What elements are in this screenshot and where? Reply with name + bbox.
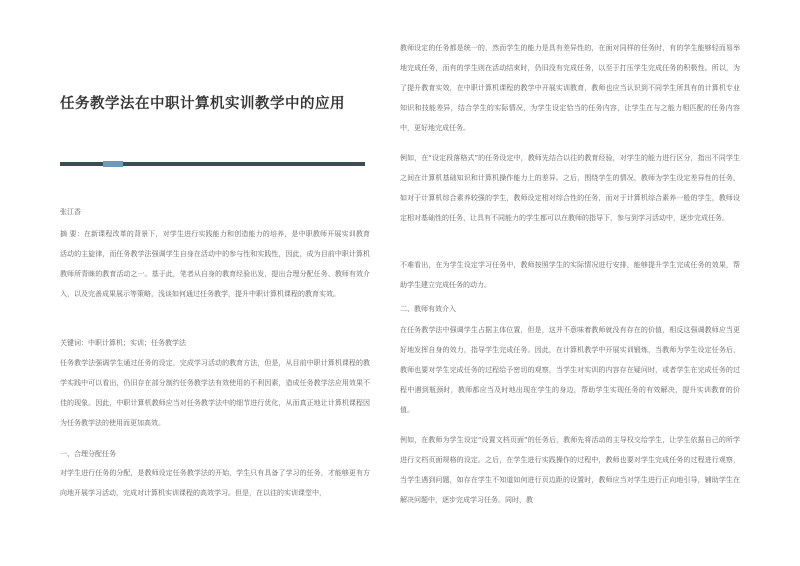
section-heading-2: 二、教师有效介入	[400, 305, 456, 313]
right-paragraph-3-text: 不难看出，在为学生设定学习任务中，教师按照学生的实际情况进行安排，能够提升学生完成任务的效果，帮助学生建立完成任务的动力。	[400, 261, 740, 289]
section-heading-1: 一、合理分配任务	[60, 450, 116, 458]
right-paragraph-4	[400, 320, 740, 420]
right-paragraph-4-text: 在任务教学法中强调学生占据主体位置，但是，这并不意味着教师就没有存在的价值，相反这强调教师应当更好地发挥自身的效力，指导学生完成任务。因此，在计算机教学中开展实训锻炼，当教师为学生设定任务后，教师也要对学生完成任务的过程给予密切的观察，当学生对实训的内容存在疑问时，或者学生在完成任务的过程中遇到瓶颈时，教师都应当及时地出现在学生的身边，帮助学生实现任务的有效解决，提升实训教育的价值。	[400, 326, 740, 414]
right-paragraph-5	[400, 430, 740, 510]
section-1-text: 对学生进行任务的分配，是教师设定任务教学法的开始，学生只有具备了学习的任务，才能够更有方向地开展学习活动，完成对计算机实训课程的高效学习。但是，在以往的实训课堂中，	[60, 469, 370, 497]
abstract	[60, 224, 370, 304]
title-divider	[60, 162, 365, 166]
right-paragraph-2	[400, 148, 740, 228]
intro-text: 任务教学法强调学生通过任务的设定，完成学习活动的教育方法，但是，从目前中职计算机课程的教学实践中可以看出，仍旧存在部分制约任务教学法有效使用的不利因素，造成任务教学法应用效果不佳的现象。因此，中职计算机教师应当对任务教学法中的细节进行优化，从而真正地让计算机课程因为任务教学法的使用而更加高效。	[60, 359, 370, 427]
paper-title: 任务教学法在中职计算机实训教学中的应用	[60, 96, 345, 112]
right-paragraph-1-text: 教师设定的任务都是统一的，然而学生的能力是具有差异性的，在面对同样的任务时，有的学生能够轻而易举地完成任务，而有的学生则在活动结束时，仍旧没有完成任务，以至于打压学生完成任务的积极性。所以，为了提升教育实效，在中职计算机课程的教学中开展实训教育，教师也应当认识到不同学生所具有的计算机专业知识和技能差异，结合学生的实际情况，为学生设定恰当的任务内容，让学生在与之能力相匹配的任务内容中，更好地完成任务。	[400, 44, 740, 132]
right-paragraph-5-text: 例如，在教师为学生设定“设置文档页面”的任务后，教师先将活动的主导权交给学生，让学生依据自己的所学进行文档页面规格的设定。之后，在学生进行实践操作的过程中，教师也要对学生完成任务的过程进行观察，当学生遇到问题，如存在学生不知道如何进行页边距的设置时，教师应当对学生进行正向地引导，辅助学生在解决问题中，逐步完成学习任务。同时，教	[400, 436, 740, 504]
section-1-paragraph	[60, 463, 370, 503]
abstract-text: 摘 要：在新课程改革的背景下，对学生进行实践能力和创造能力的培养，是中职教师开展实训教育活动的主旋律，而任务教学法强调学生自身在活动中的参与性和实践性，因此，成为目前中职计算机教师所青睐的教育活动之一。基于此，笔者从自身的教育经验出发，提出合理分配任务、教师有效介入，以及完善成果展示等策略，浅谈如何通过任务教学，提升中职计算机课程的教育实效。	[60, 230, 370, 298]
right-paragraph-2-text: 例如，在“设定段落格式”的任务设定中，教师先结合以往的教育经验，对学生的能力进行区分，指出不同学生之间在计算机基础知识和计算机操作能力上的差异。之后，围绕学生的情况，教师为学生设定差异性的任务，如对于计算机综合素养较强的学生，教师设定相对综合性的任务，而对于计算机综合素养一般的学生，教师设定相对基础性的任务，让具有不同能力的学生都可以在教师的指导下，参与到学习活动中，逐步完成任务。	[400, 154, 740, 222]
intro-paragraph	[60, 353, 370, 433]
right-paragraph-3	[400, 255, 740, 295]
title-divider-accent	[103, 161, 123, 167]
keywords: 关键词：中职计算机；实训；任务教学法	[60, 339, 186, 347]
right-paragraph-1	[400, 38, 740, 138]
author-name: 张江香	[60, 208, 81, 216]
